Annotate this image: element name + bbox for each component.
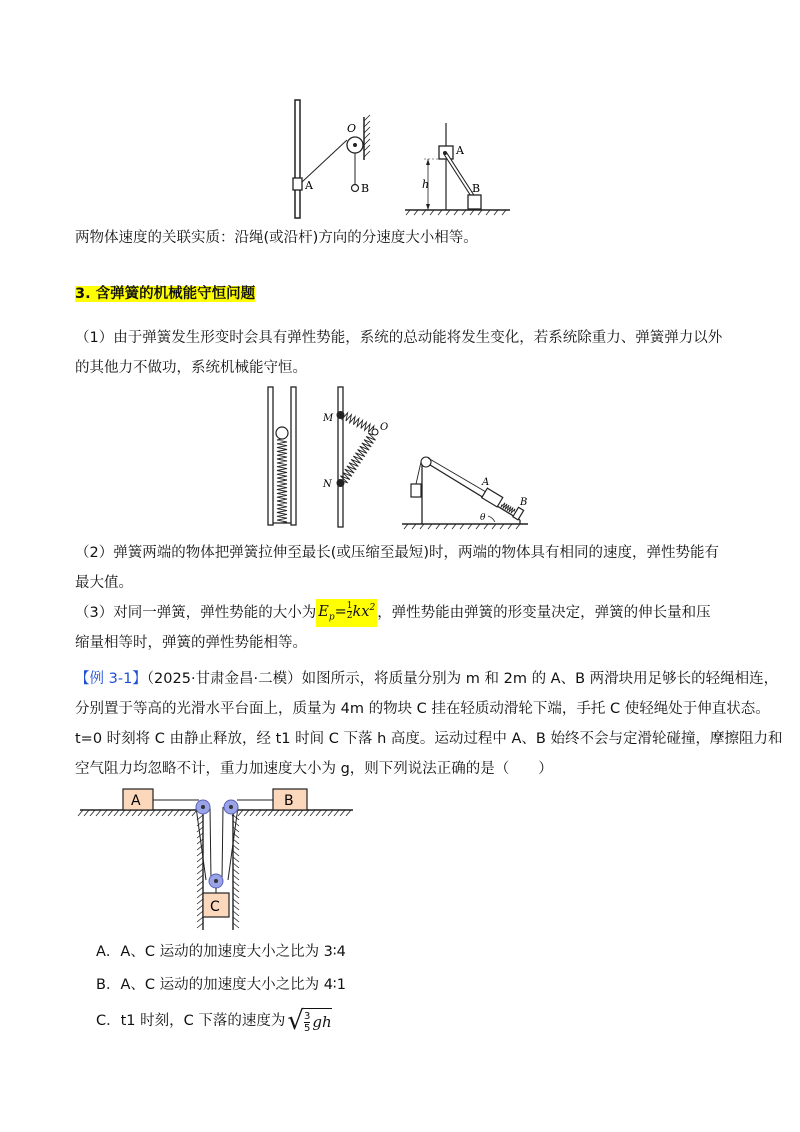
fig6-label-a: A	[131, 793, 141, 809]
option-c-text: C．t1 时刻，C 下落的速度为	[96, 1013, 286, 1029]
fig6-label-c: C	[210, 899, 220, 915]
paragraph-2: （2）弹簧两端的物体把弹簧拉伸至最长(或压缩至最短)时，两端的物体具有相同的速度，弹性势能有最大值。	[75, 545, 720, 591]
example-block	[75, 664, 783, 784]
figure-pulley-abc	[75, 785, 355, 933]
example-line-2: 分别置于等高的光滑水平台面上，质量为 4m 的物块 C 挂在轻质动滑轮下端，手托 C 使轻绳处于伸直状态。	[75, 701, 770, 717]
formula-den: 2	[346, 611, 353, 622]
fig5-label-b: B	[520, 497, 528, 508]
formula-kx: kx	[352, 603, 370, 620]
figure-rod-slide	[400, 118, 515, 218]
sqrt-frac	[304, 1011, 310, 1034]
fig4-label-n: N	[323, 479, 332, 490]
formula-eq: =	[334, 603, 347, 620]
fig1-label-o: O	[347, 122, 357, 135]
fig1-label-b: B	[361, 182, 370, 195]
section-heading	[75, 282, 255, 306]
formula-e: E	[318, 603, 329, 620]
fig5-label-a: A	[482, 477, 490, 488]
elastic-energy-formula	[316, 599, 377, 627]
paragraph-3-prefix: （3）对同一弹簧，弹性势能的大小为	[75, 605, 317, 621]
sqrt-body	[304, 1008, 332, 1034]
sqrt-expression	[287, 1008, 331, 1034]
figure-incline-spring	[400, 450, 530, 530]
figure-rod-pulley	[285, 95, 385, 220]
paragraph-3-suffix: ，弹性势能由弹簧的形变量决定，弹簧的伸长量和压缩量相等时，弹簧的弹性势能相等。	[75, 605, 711, 651]
fig4-label-m: M	[323, 413, 334, 424]
figure-spring-tube	[262, 385, 302, 527]
example-text-1: （2025·甘肃金昌·二模）如图所示，将质量分别为 m 和 2m 的 A、B 两滑块用足够长的轻绳相连，	[146, 671, 779, 687]
fig1-label-a: A	[305, 179, 313, 192]
sqrt-sign: √	[287, 1006, 304, 1036]
fig2-label-b: B	[472, 182, 481, 195]
figure-spring-rod	[320, 385, 395, 530]
option-b[interactable]: B．A、C 运动的加速度大小之比为 4∶1	[96, 977, 346, 993]
fig5-label-theta: θ	[480, 513, 486, 523]
option-a[interactable]: A．A、C 运动的加速度大小之比为 3∶4	[96, 944, 346, 960]
option-c[interactable]	[96, 1008, 332, 1034]
formula-sup: 2	[369, 603, 376, 614]
fig6-label-b: B	[284, 793, 294, 809]
example-tag: 【例 3-1】	[75, 671, 147, 687]
fig2-label-h: h	[422, 178, 430, 191]
sqrt-frac-num: 3	[303, 1010, 311, 1022]
example-line-3: t=0 时刻将 C 由静止释放，经 t1 时间 C 下落 h 高度。运动过程中 A、B 始终不会与定滑轮碰撞，摩擦阻力和	[75, 731, 783, 747]
fig4-label-o: O	[380, 422, 389, 433]
sqrt-gh: gh	[312, 1013, 332, 1031]
formula-num: 1	[346, 601, 353, 612]
paragraph-3	[75, 598, 725, 658]
paragraph-1: （1）由于弹簧发生形变时会具有弹性势能，系统的总动能将发生变化，若系统除重力、弹簧弹力以外的其他力不做功，系统机械能守恒。	[75, 330, 723, 376]
example-line-1	[75, 664, 779, 694]
velocity-relation-text: 两物体速度的关联实质：沿绳(或沿杆)方向的分速度大小相等。	[75, 230, 478, 246]
formula-sub-p: p	[328, 612, 335, 623]
section-heading-text: 3. 含弹簧的机械能守恒问题	[75, 286, 256, 302]
fig2-label-a: A	[456, 144, 464, 157]
example-line-4: 空气阻力均忽略不计，重力加速度大小为 g，则下列说法正确的是（ ）	[75, 761, 553, 777]
sqrt-frac-den: 5	[303, 1022, 311, 1034]
